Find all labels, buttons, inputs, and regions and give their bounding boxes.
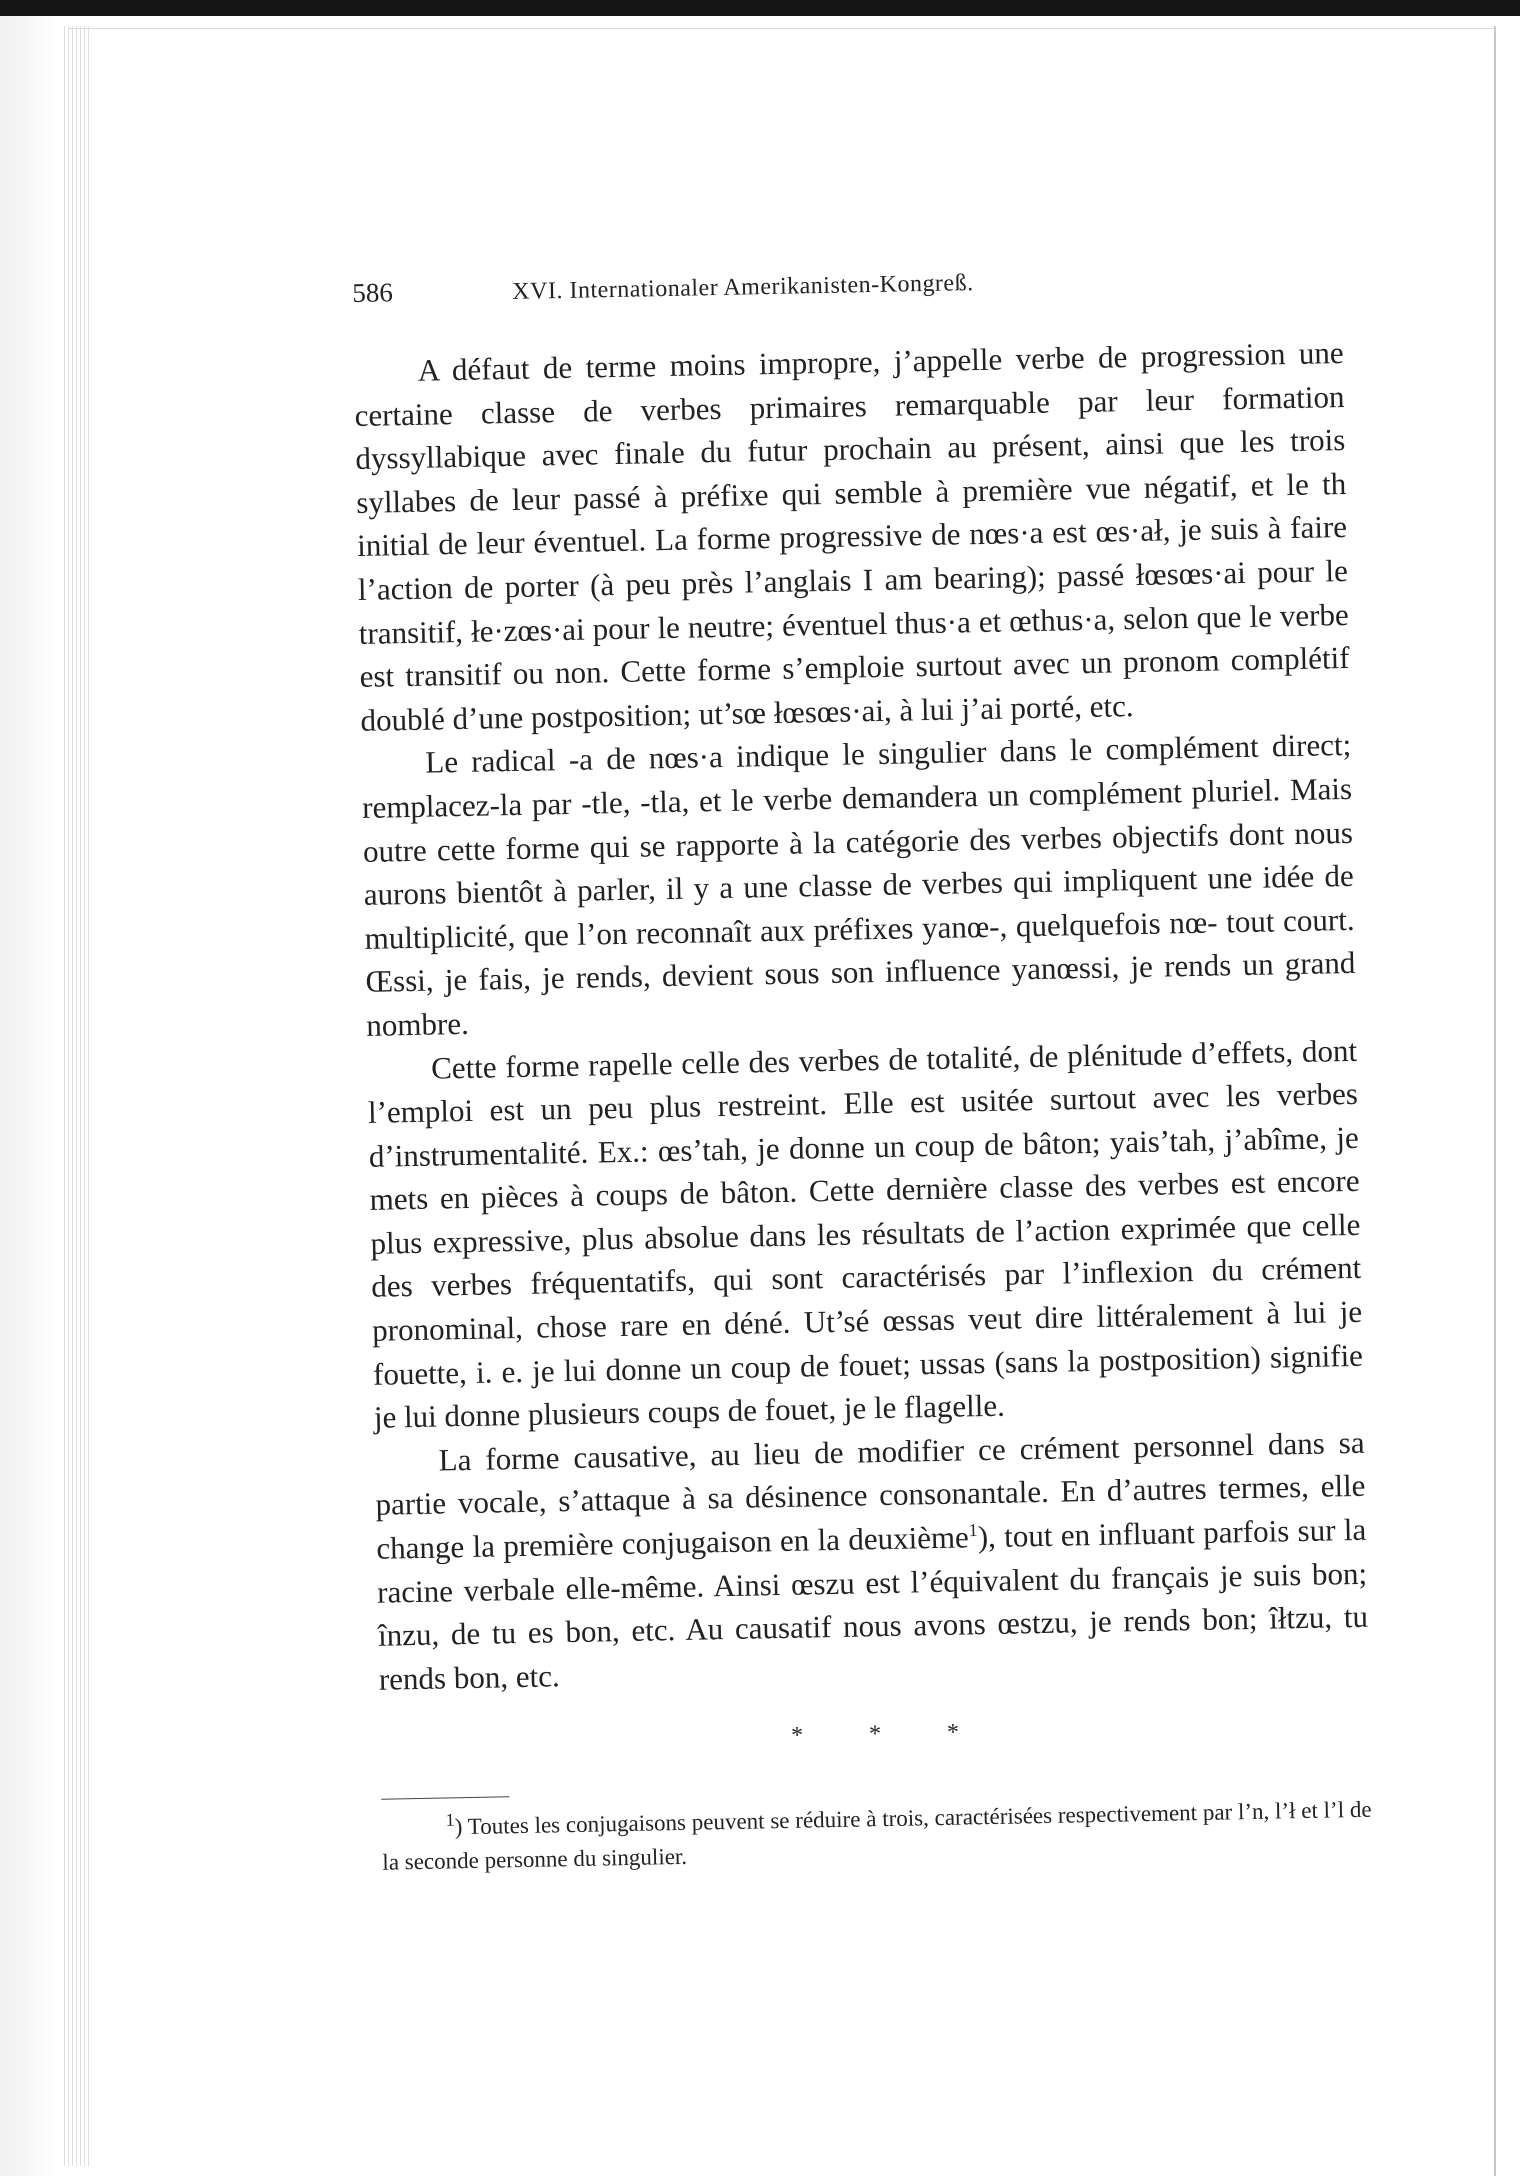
page-number: 586: [352, 277, 394, 308]
footnote-marker: 1: [445, 1810, 455, 1831]
footnote: [381, 1793, 1372, 1880]
scan-top-border: [0, 0, 1520, 16]
paragraph-causative-continuation: ), tout en influant parfois sur la racine verbale elle-même. Ainsi œszu est l’équivalent du français je suis bon; înzu, de tu es bon, etc. Au causatif nous avons œstzu, je rends bon; îłtzu, tu rends bon, etc.: [376, 1511, 1369, 1697]
body-text: [353, 331, 1369, 1701]
page-right-edge: [1494, 26, 1496, 2176]
scan-left-margin: [0, 16, 62, 2176]
paragraph-multiplicity: Le radical -a de nœs·a indique le singulier dans le complément direct; remplacez-la par -tle, -tla, et le verbe demandera un complément pluriel. Mais outre cette forme qui se rapporte à la catégorie des verbes objectifs dont nous aurons bientôt à parler, il y a une classe de verbes qui impliquent une idée de multiplicité, que l’on reconnaît aux préfixes yanœ-, quelquefois nœ- tout court. Œssi, je fais, je rends, devient sous son influence yanœssi, je rends un grand nombre.: [361, 727, 1356, 1043]
page-content: [352, 259, 1373, 1880]
section-break-asterisks: * * *: [790, 1720, 960, 1750]
paragraph-progression: A défaut de terme moins impropre, j’appelle verbe de progression une certaine classe de verbes primaires remarquable par leur formation dyssyllabique avec finale du futur prochain au présent, ainsi que les trois syllabes de leur passé à préfixe qui semble à première vue négatif, et le th initial de leur éventuel. La forme progressive de nœs·a est œs·ał, je suis à faire l’action de porter (à peu près l’anglais I am bearing); passé łœsœs·ai pour le transitif, łe·zœs·ai pour le neutre; éventuel thus·a et œthus·a, selon que le verbe est transitif ou non. Cette forme s’emploie surtout avec un pronom complétif doublé d’une postposition; ut’sœ łœsœs·ai, à lui j’ai porté, etc.: [354, 334, 1350, 738]
footnote-text: ) Toutes les conjugaisons peuvent se réduire à trois, caractérisées respectivement par l’n, l’ł et l’l de la seconde personne du singulier.: [382, 1797, 1372, 1876]
footnote-divider: [381, 1797, 509, 1800]
book-page-edges: [64, 26, 90, 2166]
page-top-edge: [68, 28, 1496, 29]
paragraph-causative: [374, 1421, 1369, 1702]
running-head: [352, 259, 1343, 330]
paragraph-causative-text: La forme causative, au lieu de modifier ce crément personnel dans sa partie vocale, s’attaque à sa désinence consonantale. En d’autres termes, elle change la première conjugaison en la deuxième: [375, 1424, 1366, 1566]
footnote-reference: 1: [968, 1519, 978, 1541]
paragraph-totality: Cette forme rapelle celle des verbes de totalité, de plénitude d’effets, dont l’emploi est un peu plus restreint. Elle est usitée surtout avec les verbes d’instrumentalité. Ex.: œs’tah, je donne un coup de bâton; yais’tah, j’abîme, je mets en pièces à coups de bâton. Cette dernière classe des verbes est encore plus expressive, plus absolue dans les résultats de l’action exprimée que celle des verbes fréquentatifs, qui sont caractérisés par l’inflexion du crément pronominal, chose rare en déné. Ut’sé œssas veut dire littéralement à lui je fouette, i. e. je lui donne un coup de fouet; ussas (sans la postposition) signifie je lui donne plusieurs coups de fouet, je le flagelle.: [367, 1032, 1364, 1436]
running-title: XVI. Internationaler Amerikanisten-Kongreß.: [512, 270, 974, 305]
